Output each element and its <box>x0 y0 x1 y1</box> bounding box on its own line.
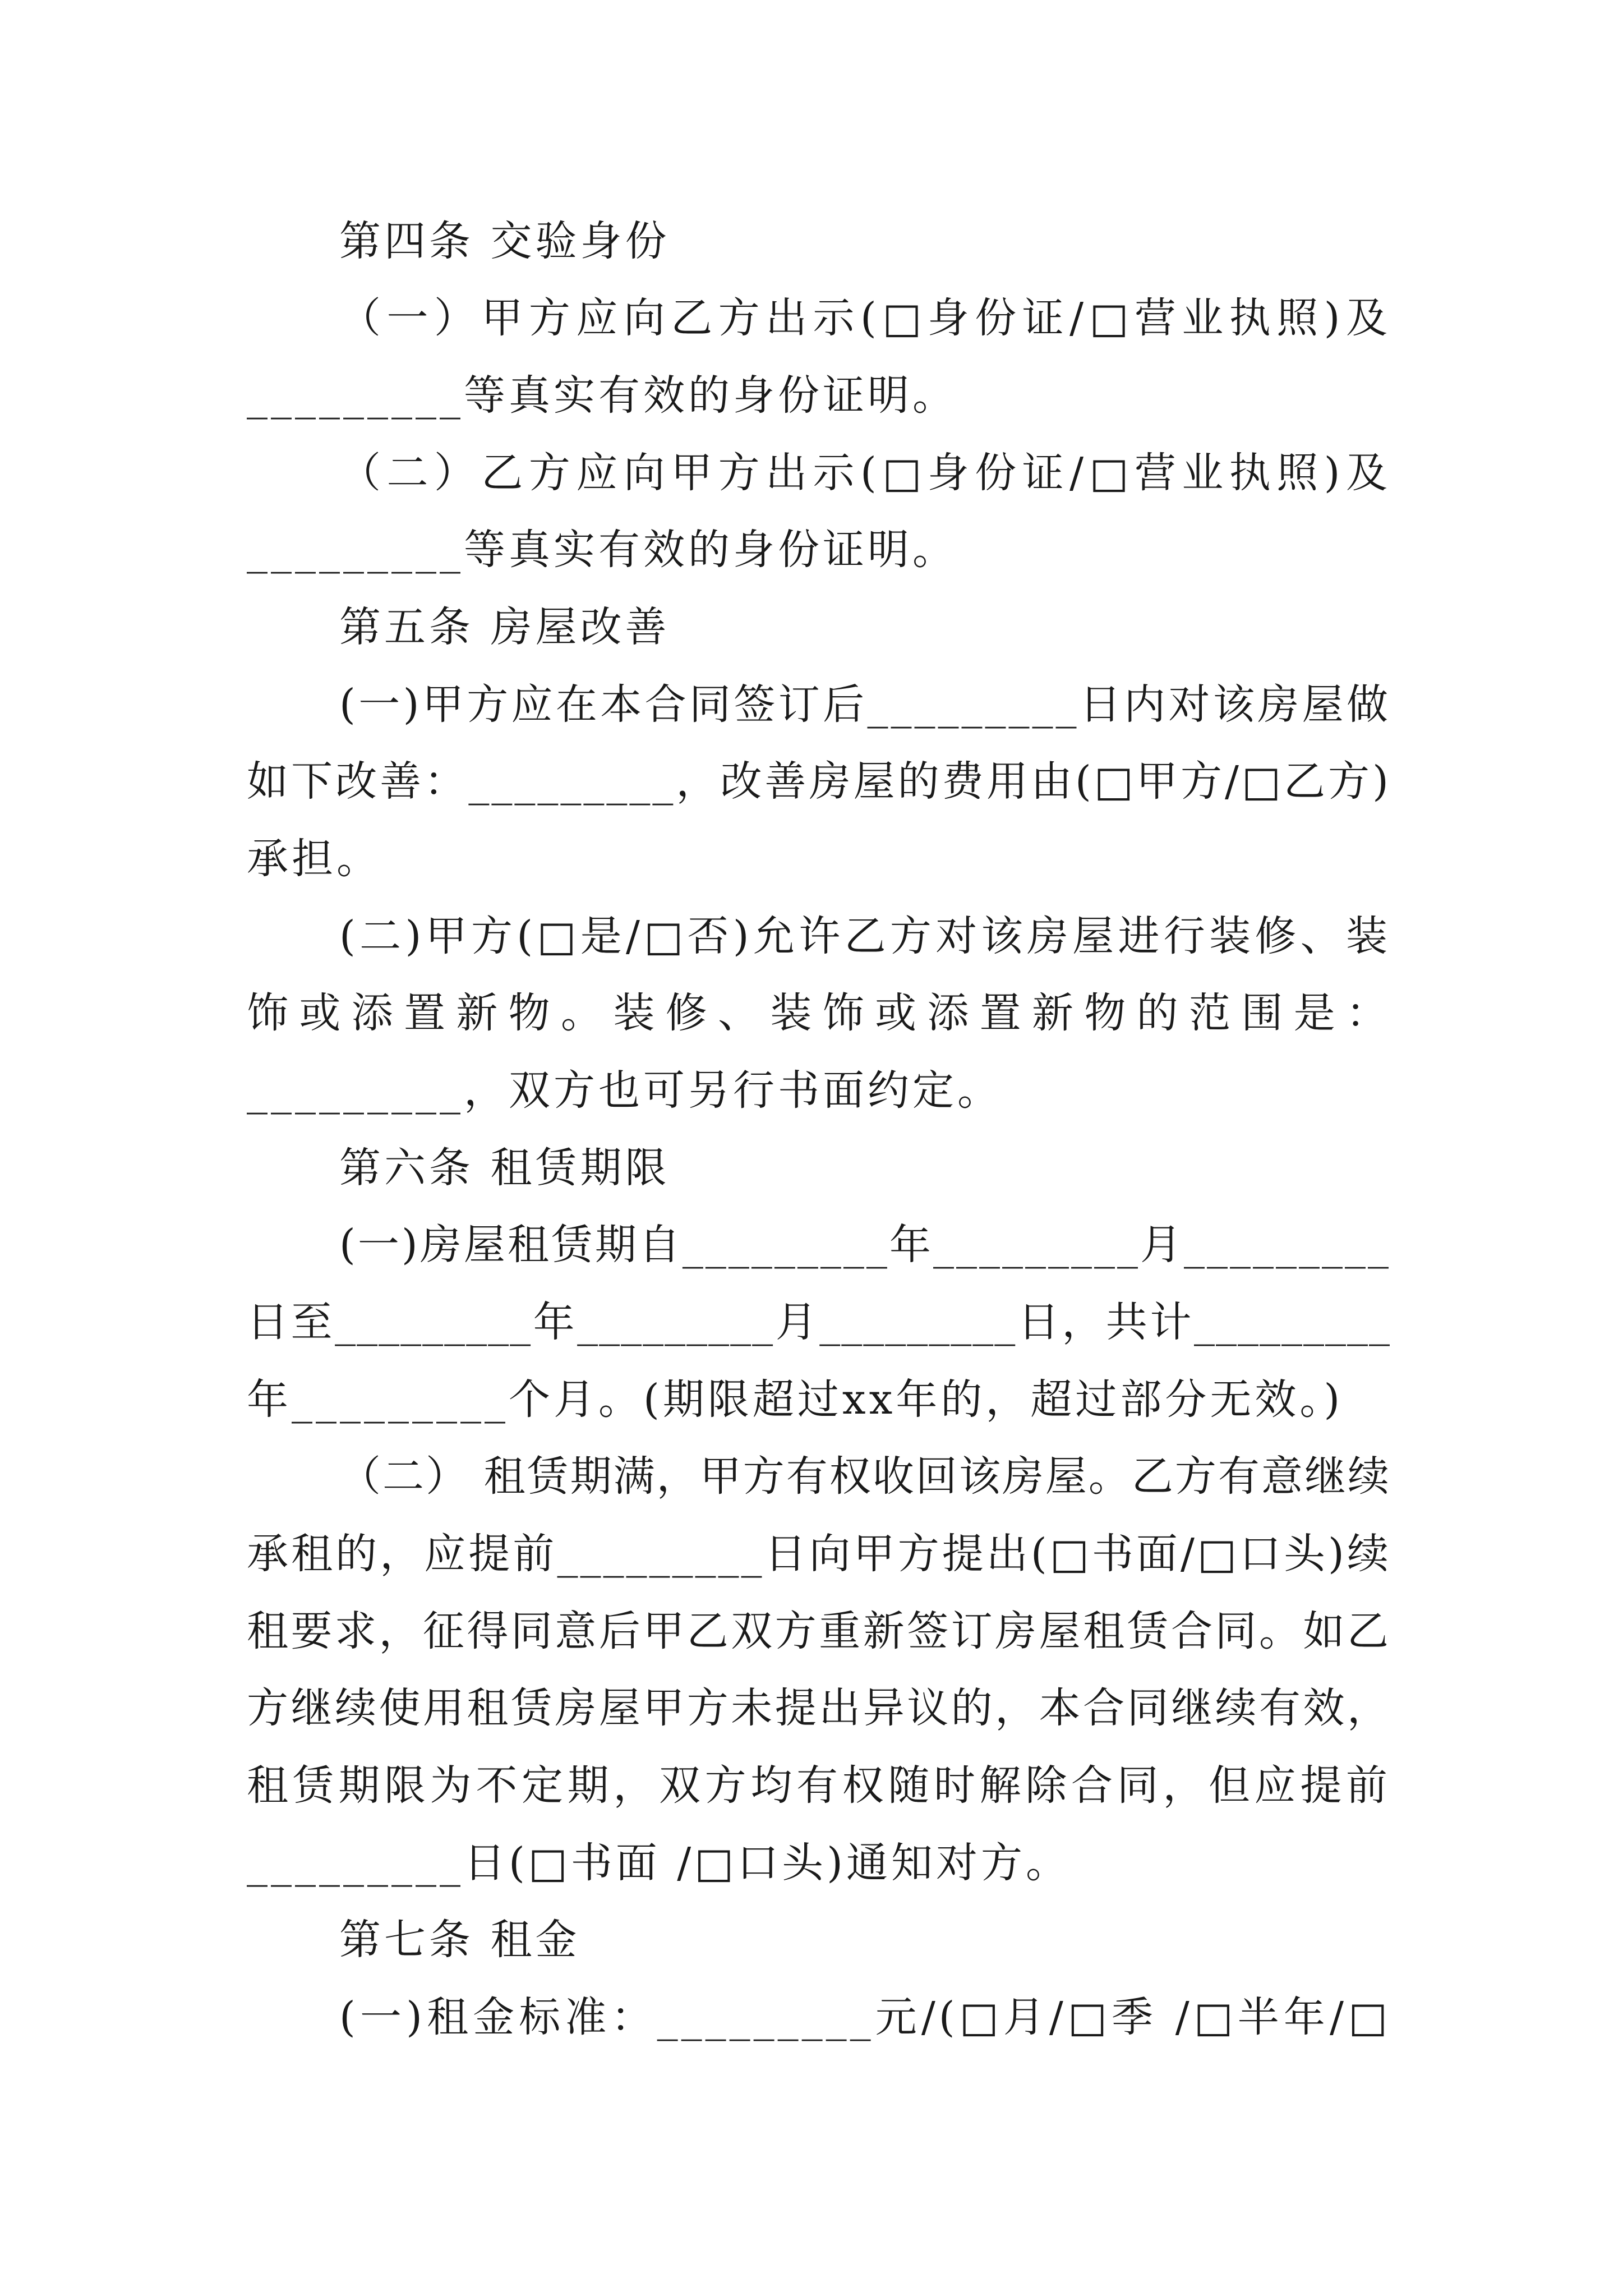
paragraph-line: 租要求，征得同意后甲乙双方重新签订房屋租赁合同。如乙 <box>247 1607 1391 1655</box>
paragraph-line: _________等真实有效的身份证明。 <box>247 526 957 574</box>
paragraph-line: 饰或添置新物。装修、装饰或添置新物的范围是： <box>247 989 1391 1037</box>
paragraph-line: 承租的，应提前_________日向甲方提出(□书面/□口头)续 <box>247 1530 1391 1578</box>
paragraph-line: _________，双方也可另行书面约定。 <box>247 1066 1002 1115</box>
article-4-heading: 第四条 交验身份 <box>339 217 670 265</box>
paragraph-line: 租赁期限为不定期，双方均有权随时解除合同，但应提前 <box>247 1761 1391 1810</box>
paragraph-line: 年_________个月。(期限超过xx年的，超过部分无效。) <box>247 1375 1344 1424</box>
paragraph-line: （二）乙方应向甲方出示(□身份证/□营业执照)及 <box>339 449 1391 497</box>
paragraph-line: (一)租金标准：_________元/(□月/□季 /□半年/□ <box>339 1993 1391 2041</box>
paragraph-line: (一)房屋租赁期自_________年_________月_________ <box>339 1221 1391 1269</box>
article-5-heading: 第五条 房屋改善 <box>339 603 670 651</box>
paragraph-line: 承担。 <box>247 835 381 883</box>
article-6-heading: 第六条 租赁期限 <box>339 1144 670 1192</box>
paragraph-line: 如下改善：_________，改善房屋的费用由(□甲方/□乙方) <box>247 757 1391 806</box>
paragraph-line: （二） 租赁期满，甲方有权收回该房屋。乙方有意继续 <box>339 1452 1391 1501</box>
paragraph-line: (二)甲方(□是/□否)允许乙方对该房屋进行装修、装 <box>339 912 1391 960</box>
paragraph-line: _________日(□书面 /□口头)通知对方。 <box>247 1839 1071 1887</box>
paragraph-line: 方继续使用租赁房屋甲方未提出异议的，本合同继续有效， <box>247 1684 1391 1732</box>
paragraph-line: (一)甲方应在本合同签订后_________日内对该房屋做 <box>339 680 1391 729</box>
article-7-heading: 第七条 租金 <box>339 1916 580 1964</box>
paragraph-line: （一）甲方应向乙方出示(□身份证/□营业执照)及 <box>339 294 1391 342</box>
paragraph-line: 日至_________年_________月_________日，共计_________ <box>247 1298 1391 1346</box>
paragraph-line: _________等真实有效的身份证明。 <box>247 371 957 420</box>
